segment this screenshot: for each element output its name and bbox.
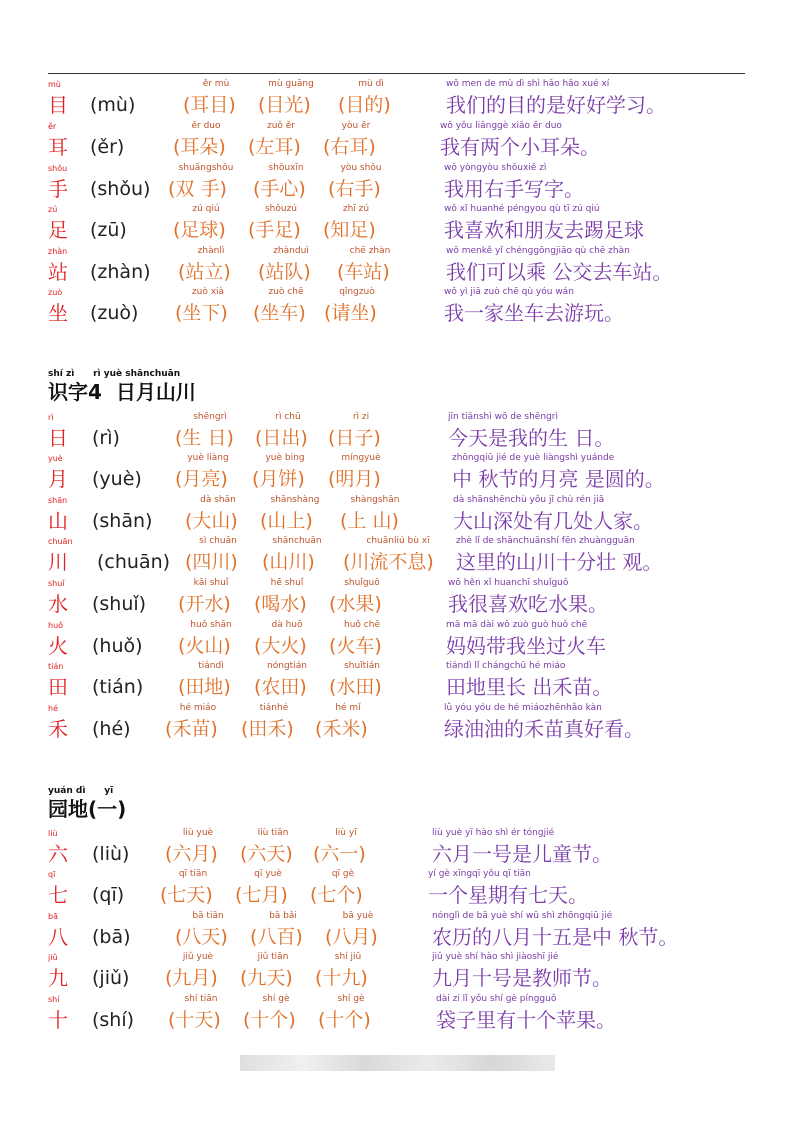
hanzi: 八 bbox=[48, 925, 68, 949]
example-sentence: 我很喜欢吃水果。 bbox=[448, 592, 608, 616]
example-sentence: 我一家坐车去游玩。 bbox=[444, 301, 624, 325]
word: (生 日) bbox=[175, 427, 234, 449]
blurred-watermark bbox=[240, 1055, 555, 1071]
word: (手心) bbox=[253, 178, 306, 200]
example-sentence: 今天是我的生 日。 bbox=[448, 426, 615, 450]
example-sentence: 农历的八月十五是中 秋节。 bbox=[432, 925, 679, 949]
word: (喝水) bbox=[254, 593, 307, 615]
word: (七月) bbox=[235, 884, 288, 906]
word: (川流不息) bbox=[343, 551, 434, 573]
word: (月饼) bbox=[252, 468, 305, 490]
word: (山上) bbox=[260, 510, 313, 532]
vocab-row: zhàn 站 (zhàn) zhànlì (站立) zhànduì (站队) chē zhàn (车站) wǒ menkě yǐ chénggōngjiāo qù chē zhàn 我们可以乘 公交去车站。 bbox=[48, 246, 673, 284]
pinyin-reading: (rì) bbox=[92, 427, 120, 449]
pinyin-reading: (zhàn) bbox=[90, 261, 151, 283]
example-sentence: 我们的目的是好好学习。 bbox=[446, 93, 666, 117]
word: (明月) bbox=[328, 468, 381, 490]
word: (十九) bbox=[315, 967, 368, 989]
top-rule bbox=[48, 73, 745, 74]
word: (坐下) bbox=[175, 302, 228, 324]
example-sentence: 妈妈带我坐过火车 bbox=[446, 634, 606, 658]
word: (十个) bbox=[243, 1009, 296, 1031]
hanzi: 田 bbox=[48, 675, 68, 699]
word: (火山) bbox=[178, 635, 231, 657]
vocab-row: shuǐ 水 (shuǐ) kāi shuǐ (开水) hē shuǐ (喝水) shuǐguǒ (水果) wǒ hěn xǐ huanchī shuǐguǒ 我很喜欢吃水果。 bbox=[48, 578, 608, 616]
word: (坐车) bbox=[253, 302, 306, 324]
word: (九月) bbox=[165, 967, 218, 989]
word: (日子) bbox=[328, 427, 381, 449]
example-sentence: 六月一号是儿童节。 bbox=[432, 842, 612, 866]
vocab-row: shǒu 手 (shǒu) shuāngshǒu (双 手) shǒuxīn (手心) yòu shǒu (右手) wǒ yòngyòu shǒuxiě zì 我用右手写字。 bbox=[48, 163, 584, 201]
hanzi: 禾 bbox=[48, 717, 68, 741]
word: (火车) bbox=[329, 635, 382, 657]
hanzi: 日 bbox=[48, 426, 68, 450]
vocab-row: hé 禾 (hé) hé miáo (禾苗) tiánhé (田禾) hé mǐ (禾米) lǜ yóu yóu de hé miáozhēnhǎo kàn 绿油油的禾苗真好看。 bbox=[48, 703, 644, 741]
example-sentence: 一个星期有七天。 bbox=[428, 883, 588, 907]
vocab-row: zuò 坐 (zuò) zuò xià (坐下) zuò chē (坐车) qǐngzuò (请坐) wǒ yì jiā zuò chē qù yóu wán 我一家坐车去游玩。 bbox=[48, 287, 624, 325]
word: (请坐) bbox=[324, 302, 377, 324]
hanzi: 川 bbox=[48, 550, 68, 574]
word: (八百) bbox=[250, 926, 303, 948]
word: (目的) bbox=[338, 94, 391, 116]
word: (禾苗) bbox=[165, 718, 218, 740]
word: (手足) bbox=[248, 219, 301, 241]
word: (站立) bbox=[178, 261, 231, 283]
word: (足球) bbox=[173, 219, 226, 241]
word: (右手) bbox=[328, 178, 381, 200]
hanzi: 手 bbox=[48, 177, 68, 201]
hanzi: 足 bbox=[48, 218, 68, 242]
vocab-row: bā 八 (bā) bā tiān (八天) bā bǎi (八百) bā yuè (八月) nónglì de bā yuè shí wǔ shì zhōngqiū jié 农历的八月十五是中 秋节。 bbox=[48, 911, 679, 949]
pinyin-reading: (bā) bbox=[92, 926, 131, 948]
vocab-row: mù 目 (mù) ěr mù (耳目) mù guāng (目光) mù dì (目的) wǒ men de mù dì shì hǎo hǎo xué xí 我们的目的是好好学习。 bbox=[48, 79, 666, 117]
example-sentence: 田地里长 出禾苗。 bbox=[446, 675, 613, 699]
word: (月亮) bbox=[175, 468, 228, 490]
pinyin-reading: (yuè) bbox=[92, 468, 142, 490]
vocab-row: ěr 耳 (ěr) ěr duo (耳朵) zuǒ ěr (左耳) yòu ěr (右耳) wǒ yǒu liǎnggè xiǎo ěr duo 我有两个小耳朵。 bbox=[48, 121, 600, 159]
word: (九天) bbox=[240, 967, 293, 989]
word: (四川) bbox=[185, 551, 238, 573]
vocab-row: yuè 月 (yuè) yuè liàng (月亮) yuè bing (月饼) míngyuè (明月) zhōngqiū jié de yuè liàngshì yuánde 中 秋节的月亮 是圆的。 bbox=[48, 453, 665, 491]
section-title: 识字4 日月山川 bbox=[48, 380, 196, 404]
example-sentence: 我用右手写字。 bbox=[444, 177, 584, 201]
word: (目光) bbox=[258, 94, 311, 116]
word: (水田) bbox=[329, 676, 382, 698]
vocab-row: jiǔ 九 (jiǔ) jiǔ yuè (九月) jiǔ tiān (九天) shí jiǔ (十九) jiǔ yuè shí hào shì jiàoshī jié 九月十号是教师节。 bbox=[48, 952, 612, 990]
hanzi: 水 bbox=[48, 592, 68, 616]
hanzi: 月 bbox=[48, 467, 68, 491]
word: (站队) bbox=[258, 261, 311, 283]
pinyin-reading: (jiǔ) bbox=[92, 967, 130, 989]
example-sentence: 我们可以乘 公交去车站。 bbox=[446, 260, 673, 284]
vocab-row: liù 六 (liù) liù yuè (六月) liù tiān (六天) liù yī (六一) liù yuè yī hào shì ér tóngjié 六月一号是儿童节。 bbox=[48, 828, 612, 866]
word: (七天) bbox=[160, 884, 213, 906]
vocab-row: shí 十 (shí) shí tiān (十天) shí gè (十个) shí gè (十个) dài zi lǐ yǒu shí gè píngguǒ 袋子里有十个苹果。 bbox=[48, 994, 616, 1032]
word: (禾米) bbox=[315, 718, 368, 740]
hanzi: 九 bbox=[48, 966, 68, 990]
hanzi: 火 bbox=[48, 634, 68, 658]
example-sentence: 这里的山川十分壮 观。 bbox=[456, 550, 663, 574]
word: (日出) bbox=[255, 427, 308, 449]
pinyin-reading: (liù) bbox=[92, 843, 130, 865]
word: (田地) bbox=[178, 676, 231, 698]
hanzi: 耳 bbox=[48, 135, 68, 159]
hanzi: 坐 bbox=[48, 301, 68, 325]
pinyin-reading: (shuǐ) bbox=[92, 593, 147, 615]
word: (十天) bbox=[168, 1009, 221, 1031]
example-sentence: 袋子里有十个苹果。 bbox=[436, 1008, 616, 1032]
word: (右耳) bbox=[323, 136, 376, 158]
word: (双 手) bbox=[168, 178, 227, 200]
pinyin-reading: (zū) bbox=[90, 219, 127, 241]
example-sentence: 九月十号是教师节。 bbox=[432, 966, 612, 990]
vocab-row: tián 田 (tián) tiándì (田地) nóngtián (农田) shuǐtián (水田) tiándì lǐ chángchū hé miáo 田地里长 出禾苗。 bbox=[48, 661, 613, 699]
word: (耳目) bbox=[183, 94, 236, 116]
hanzi: 十 bbox=[48, 1008, 68, 1032]
hanzi: 站 bbox=[48, 260, 68, 284]
vocab-row: shān 山 (shān) dà shān (大山) shānshàng (山上) shàngshān (上 山) dà shānshēnchù yǒu jǐ chù rén jiā 大山深处有几处人家。 bbox=[48, 495, 653, 533]
word: (左耳) bbox=[248, 136, 301, 158]
word: (七个) bbox=[310, 884, 363, 906]
vocab-row: rì 日 (rì) shēngrì (生 日) rì chū (日出) rì zi (日子) jīn tiānshì wǒ de shēngrì 今天是我的生 日。 bbox=[48, 412, 615, 450]
hanzi: 七 bbox=[48, 883, 68, 907]
word: (水果) bbox=[329, 593, 382, 615]
example-sentence: 绿油油的禾苗真好看。 bbox=[444, 717, 644, 741]
example-sentence: 大山深处有几处人家。 bbox=[453, 509, 653, 533]
vocab-row: zú 足 (zū) zú qiú (足球) shǒuzú (手足) zhī zú (知足) wǒ xǐ huanhé péngyou qù tī zú qiú 我喜欢和朋友去踢足球 bbox=[48, 204, 644, 242]
section-heading: yuán dì yī 园地(一) bbox=[48, 786, 127, 821]
word: (六一) bbox=[313, 843, 366, 865]
pinyin-reading: (shí) bbox=[92, 1009, 135, 1031]
word: (六天) bbox=[240, 843, 293, 865]
example-sentence: 中 秋节的月亮 是圆的。 bbox=[452, 467, 665, 491]
word: (六月) bbox=[165, 843, 218, 865]
pinyin-reading: (mù) bbox=[90, 94, 136, 116]
section-title: 园地(一) bbox=[48, 797, 127, 821]
pinyin-reading: (shān) bbox=[92, 510, 153, 532]
word: (上 山) bbox=[340, 510, 399, 532]
pinyin-reading: (ěr) bbox=[90, 136, 125, 158]
hanzi: 山 bbox=[48, 509, 68, 533]
example-sentence: 我喜欢和朋友去踢足球 bbox=[444, 218, 644, 242]
word: (知足) bbox=[323, 219, 376, 241]
hanzi: 六 bbox=[48, 842, 68, 866]
word: (田禾) bbox=[241, 718, 294, 740]
word: (八月) bbox=[325, 926, 378, 948]
vocab-row: huǒ 火 (huǒ) huǒ shān (火山) dà huǒ (大火) huǒ chē (火车) mā mā dài wǒ zuò guò huǒ chē 妈妈带我坐过火车 bbox=[48, 620, 606, 658]
word: (大火) bbox=[254, 635, 307, 657]
word: (车站) bbox=[337, 261, 390, 283]
word: (山川) bbox=[262, 551, 315, 573]
word: (农田) bbox=[254, 676, 307, 698]
word: (十个) bbox=[318, 1009, 371, 1031]
pinyin-reading: (shǒu) bbox=[90, 178, 151, 200]
example-sentence: 我有两个小耳朵。 bbox=[440, 135, 600, 159]
word: (开水) bbox=[178, 593, 231, 615]
word: (大山) bbox=[185, 510, 238, 532]
word: (耳朵) bbox=[173, 136, 226, 158]
pinyin-reading: (qī) bbox=[92, 884, 125, 906]
pinyin-reading: (zuò) bbox=[90, 302, 139, 324]
pinyin-reading: (hé) bbox=[92, 718, 131, 740]
section-heading: shí zì rì yuè shānchuān 识字4 日月山川 bbox=[48, 369, 196, 404]
pinyin-reading: (tián) bbox=[92, 676, 144, 698]
word: (八天) bbox=[175, 926, 228, 948]
pinyin-reading: (chuān) bbox=[97, 551, 171, 573]
vocab-row: chuān 川 (chuān) sì chuān (四川) shānchuān (山川) chuānliú bù xī (川流不息) zhè lǐ de shānchuānshí fēn zhuàngguān 这里的山川十分壮 观。 bbox=[48, 536, 663, 574]
vocab-row: qī 七 (qī) qī tiān (七天) qī yuè (七月) qī gè (七个) yí gè xīngqī yǒu qī tiān 一个星期有七天。 bbox=[48, 869, 588, 907]
hanzi: 目 bbox=[48, 93, 68, 117]
pinyin-reading: (huǒ) bbox=[92, 635, 143, 657]
